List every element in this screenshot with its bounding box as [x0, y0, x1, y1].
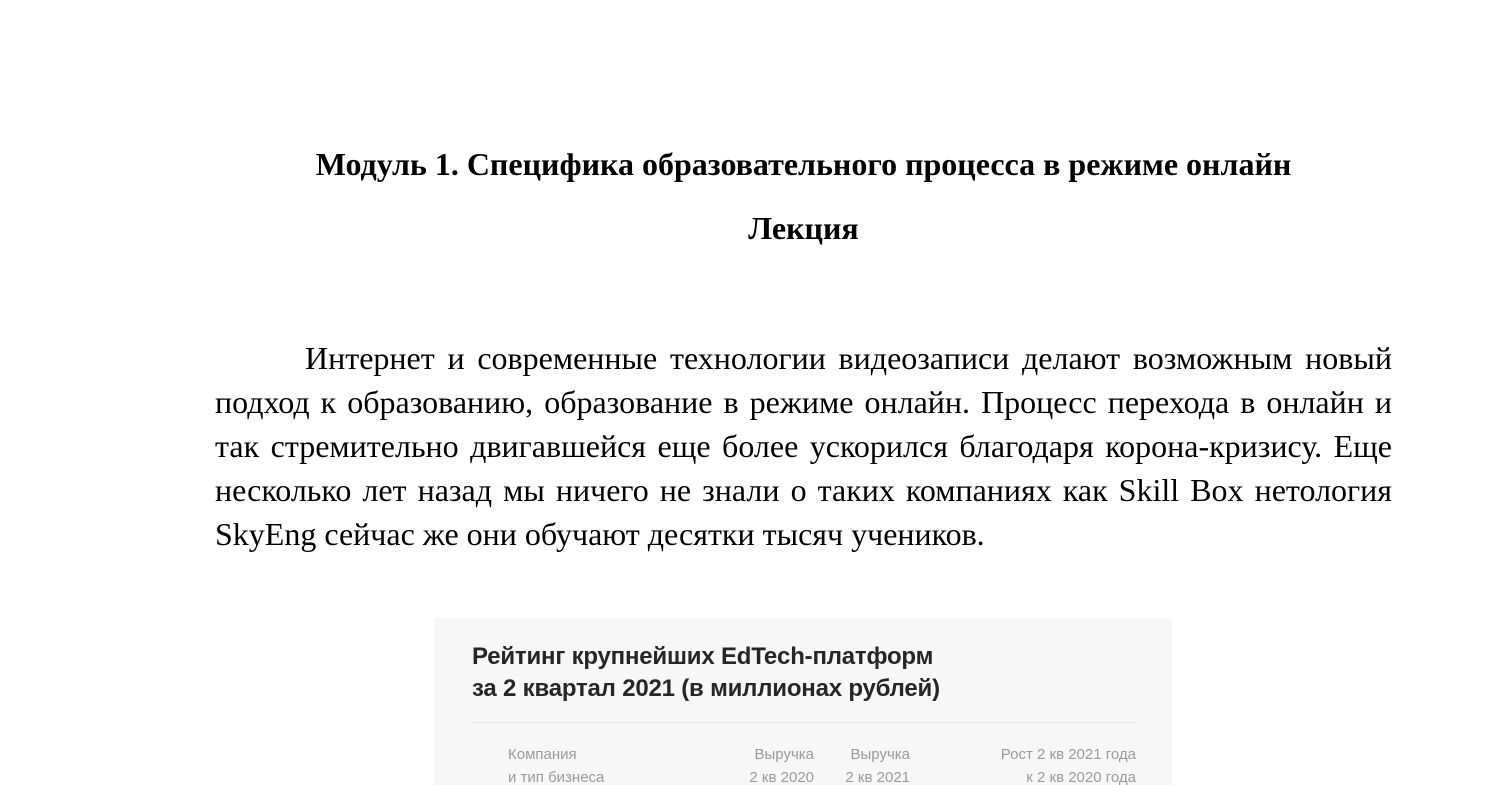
column-header-line: Компания — [508, 746, 577, 763]
figure-title-line-1: Рейтинг крупнейших EdTech-платформ — [472, 643, 934, 670]
module-title: Модуль 1. Специфика образовательного процесса в режиме онлайн — [315, 146, 1292, 182]
column-header-company — [508, 743, 604, 785]
column-header-line: Выручка — [850, 746, 910, 763]
edtech-rating-figure — [434, 618, 1172, 785]
column-header-line: 2 кв 2021 — [845, 769, 910, 785]
column-header-line: Выручка — [754, 746, 814, 763]
lecture-title: Лекция — [748, 210, 859, 246]
column-header-revenue-2021 — [830, 743, 910, 785]
column-header-line: и тип бизнеса — [508, 769, 605, 785]
column-header-line: Рост 2 кв 2021 года — [1000, 746, 1136, 763]
column-header-growth — [954, 743, 1136, 785]
body-paragraph: Интернет и современные технологии видеозаписи делают возможным новый подход к образованию, образование в режиме онлайн. Процесс перехода в онлайн и так стремительно двигавшейся еще более ускорился благодаря корона-кризису. Еще несколько лет назад мы ничего не знали о таких компаниях как Skill Box нетология SkyEng сейчас же они обучают десятки тысяч учеников. — [215, 340, 1392, 552]
figure-title — [472, 641, 1112, 705]
figure-divider — [472, 722, 1137, 723]
column-header-line: к 2 кв 2020 года — [1026, 769, 1136, 785]
column-header-line: 2 кв 2020 — [749, 769, 814, 785]
figure-title-line-2: за 2 квартал 2021 (в миллионах рублей) — [472, 675, 940, 702]
column-header-revenue-2020 — [734, 743, 814, 785]
